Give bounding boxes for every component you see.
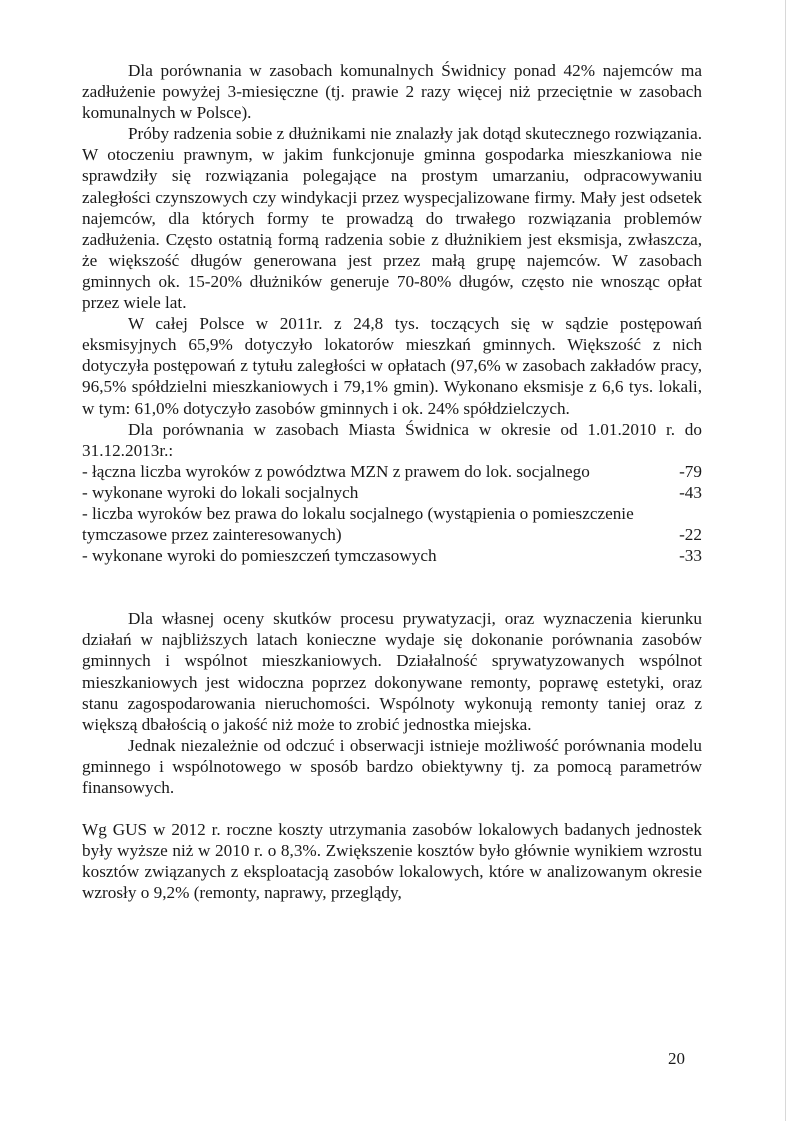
list-item-value: -79 [679,461,702,481]
list-item-label: - wykonane wyroki do lokali socjalnych [82,482,359,502]
eviction-stats-list [82,461,702,566]
list-item-label: - łączna liczba wyroków z powództwa MZN z prawem do lok. socjalnego [82,461,590,481]
paragraph-financial-comparison: Jednak niezależnie od odczuć i obserwacji istnieje możliwość porównania modelu gminnego i wspólnotowego w sposób bardzo obiektywny tj. za pomocą parametrów finansowych. [82,735,702,797]
paragraph-privatization-assessment: Dla własnej oceny skutków procesu prywatyzacji, oraz wyznaczenia kierunku działań w najbliższych latach konieczne wydaje się dokonanie porównania zasobów gminnych i wspólnot mieszkaniowych. Działalność sprywatyzowanych wspólnot mieszkaniowych jest widoczna poprzez dokonywane remonty, poprawę estetyki, oraz stanu zagospodarowania nieruchomości. Wspólnoty wykonują remonty taniej oraz z większą dbałością o jakość niż może to zrobić jednostka miejska. [82,609,702,734]
list-item [82,461,702,482]
paragraph-swidnica-comparison-intro: Dla porównania w zasobach Miasta Świdnica w okresie od 1.01.2010 r. do 31.12.2013r.: [82,419,702,460]
list-item-label: - wykonane wyroki do pomieszczeń tymczasowych [82,546,437,566]
list-item [82,545,702,566]
list-item-value: -22 [679,525,702,545]
section-spacer [82,798,702,819]
paragraph-debtor-handling: Próby radzenia sobie z dłużnikami nie znalazły jak dotąd skutecznego rozwiązania. W otoczeniu prawnym, w jakim funkcjonuje gminna gospodarka mieszkaniowa nie sprawdziły się rozwiązania polegające na prostym umarzaniu, odpracowywaniu zaległości czynszowych czy windykacji przez wyspecjalizowane firmy. Mały jest odsetek najemców, dla których formy te prowadzą do trwałego rozwiązania problemów zadłużenia. Często ostatnią formą radzenia sobie z dłużnikiem jest eksmisja, zwłaszcza, że większość długów generowana jest przez małą grupę najemców. W zasobach gminnych ok. 15-20% dłużników generuje 70-80% długów, często nie wnosząc opłat przez wiele lat. [82,124,702,313]
page-content [82,60,702,903]
list-item-value: -43 [679,482,702,502]
section-spacer [82,566,702,608]
page-number: 20 [668,1049,685,1068]
paragraph-eviction-stats-poland: W całej Polsce w 2011r. z 24,8 tys. toczących się w sądzie postępowań eksmisyjnych 65,9% dotyczyło lokatorów mieszkań gminnych. Większość z nich dotyczyła postępowań z tytułu zaległości w opłatach (97,6% w zasobach zakładów pracy, 96,5% spółdzielni mieszkaniowych i 79,1% gmin). Wykonano eksmisje z 6,6 tys. lokali, w tym: 61,0% dotyczyło zasobów gminnych i ok. 24% spółdzielczych. [82,314,702,418]
page-edge-line [785,0,786,1121]
paragraph-gus-costs: Wg GUS w 2012 r. roczne koszty utrzymania zasobów lokalowych badanych jednostek były wyższe niż w 2010 r. o 8,3%. Zwiększenie kosztów było głównie wynikiem wzrostu kosztów związanych z eksploatacją zasobów lokalowych, które w analizowanym okresie wzrosły o 9,2% (remonty, naprawy, przeglądy, [82,820,702,903]
list-item-value: -33 [679,546,702,566]
paragraph-debt-comparison: Dla porównania w zasobach komunalnych Świdnicy ponad 42% najemców ma zadłużenie powyżej 3-miesięczne (tj. prawie 2 razy więcej niż przeciętnie w zasobach komunalnych w Polsce). [82,61,702,123]
list-item [82,503,702,545]
list-item [82,482,702,503]
list-item-label: - liczba wyroków bez prawa do lokalu socjalnego (wystąpienia o pomieszczenie tymczasowe przez zainteresowanych) [82,503,634,545]
